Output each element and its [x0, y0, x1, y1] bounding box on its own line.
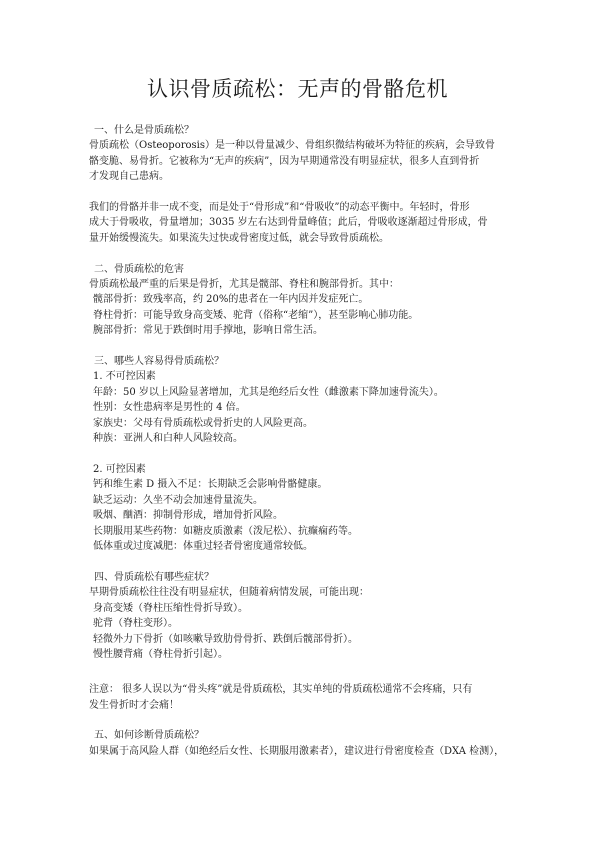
- section-heading: 二、骨质疏松的危害: [94, 264, 184, 275]
- paragraph-line: 成大于骨吸收，骨量增加；3035 岁左右达到骨量峰值；此后，骨吸收逐渐超过骨形成，骨: [89, 217, 488, 228]
- list-item: 腕部骨折：常见于跌倒时用手撑地，影响日常生活。: [93, 325, 323, 336]
- list-item: 性别：女性患病率是男性的 4 倍。: [93, 402, 246, 413]
- note-line: 发生骨折时才会痛！: [89, 700, 179, 711]
- paragraph-line: 才发现自己患病。: [89, 171, 169, 182]
- section-heading: 三、哪些人容易得骨质疏松？: [94, 356, 224, 367]
- paragraph-line: 我们的骨骼并非一成不变，而是处于“骨形成”和“骨吸收”的动态平衡中。年轻时，骨形: [89, 202, 470, 213]
- list-item: 驼背（脊柱变形）。: [93, 618, 178, 629]
- subsection-heading: 2. 可控因素: [93, 464, 146, 475]
- list-item: 家族史：父母有骨质疏松或骨折史的人风险更高。: [93, 418, 313, 429]
- note-line: 注意： 很多人误以为“骨头疼”就是骨质疏松，其实单纯的骨质疏松通常不会疼痛，只有: [89, 684, 473, 695]
- section-heading: 四、骨质疏松有哪些症状？: [94, 572, 214, 583]
- paragraph-line: 骨质疏松最严重的后果是骨折，尤其是髋部、脊柱和腕部骨折。其中：: [89, 279, 399, 290]
- paragraph-line: 早期骨质疏松往往没有明显症状，但随着病情发展，可能出现：: [89, 587, 369, 598]
- paragraph-line: 如果属于高风险人群（如绝经后女性、长期服用激素者），建议进行骨密度检查（DXA 检测），: [89, 746, 505, 757]
- subsection-heading: 1. 不可控因素: [93, 371, 156, 382]
- list-item: 身高变矮（脊柱压缩性骨折导致）。: [93, 603, 248, 614]
- paragraph-line: 骼变脆、易骨折。它被称为“无声的疾病”，因为早期通常没有明显症状，很多人直到骨折: [89, 156, 480, 167]
- section-heading: 五、如何诊断骨质疏松？: [94, 730, 204, 741]
- page-title: 认识骨质疏松：无声的骨骼危机: [147, 77, 448, 101]
- list-item: 轻微外力下骨折（如咳嗽导致肋骨骨折、跌倒后髋部骨折）。: [93, 634, 358, 645]
- paragraph-line: 骨质疏松（Osteoporosis）是一种以骨量减少、骨组织微结构破坏为特征的疾病，会导致骨: [89, 140, 495, 151]
- paragraph-line: 量开始缓慢流失。如果流失过快或骨密度过低，就会导致骨质疏松。: [89, 233, 389, 244]
- list-item: 长期服用某些药物：如糖皮质激素（泼尼松）、抗癫痫药等。: [93, 526, 358, 537]
- list-item: 年龄：50 岁以上风险显著增加，尤其是绝经后女性（雌激素下降加速骨流失）。: [93, 387, 444, 398]
- list-item: 缺乏运动：久坐不动会加速骨量流失。: [93, 495, 263, 506]
- list-item: 慢性腰背痛（脊柱骨折引起）。: [93, 649, 228, 660]
- list-item: 髋部骨折：致残率高，约 20%的患者在一年内因并发症死亡。: [93, 294, 369, 305]
- list-item: 脊柱骨折：可能导致身高变矮、驼背（俗称“老缩”），甚至影响心肺功能。: [93, 310, 419, 321]
- list-item: 吸烟、酗酒：抑制骨形成，增加骨折风险。: [93, 510, 283, 521]
- list-item: 钙和维生素 D 摄入不足：长期缺乏会影响骨骼健康。: [93, 479, 328, 490]
- list-item: 低体重或过度减肥：体重过轻者骨密度通常较低。: [93, 541, 313, 552]
- list-item: 种族：亚洲人和白种人风险较高。: [93, 433, 243, 444]
- section-heading: 一、什么是骨质疏松？: [94, 125, 194, 136]
